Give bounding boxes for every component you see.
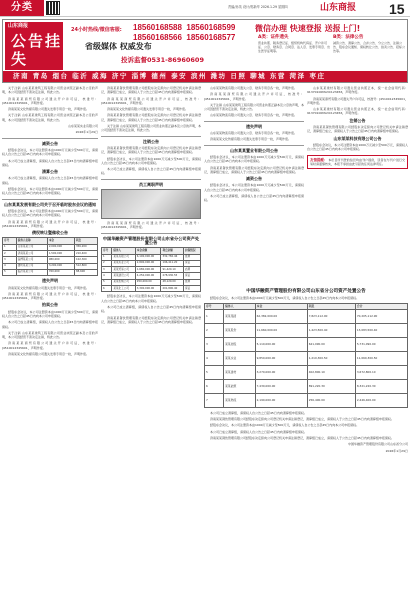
notice-text: 山东某某物流有限公司遗失公章、财务专用章各一枚，声明作废。 bbox=[210, 86, 298, 90]
service-b bbox=[333, 36, 405, 53]
notice-text: 济南某某餐饮管理有限公司经股东决定拟向公司登记机关申请注销登记，清算组已成立，请债权人于公告之日起45日内向清算组申报债权。 bbox=[210, 417, 394, 422]
table-row: 5 临沂某某公司 760,000 88,600 bbox=[3, 269, 98, 275]
notice-text: 本公司已成立清算组，请债权人自公告之日起45日内向清算组申报债权。 bbox=[2, 320, 98, 329]
notice-text: 济南某某商贸有限公司遗失开户许可证，核准号：J4510012345601，声明作废。 bbox=[2, 96, 98, 105]
notice-text: 本公司已成立清算组，请债权人自公告之日起45日内向清算组申报债权。 bbox=[2, 176, 98, 185]
table-row: 2 某某股份 11,660,000.00 1,423,500.40 13,083,500.40 bbox=[205, 323, 408, 337]
hotline-label: 24小时热线/微信客服: bbox=[71, 27, 122, 33]
asset-disposal-announcement bbox=[204, 288, 408, 598]
notice-text: 本公司已成立清算组，请债权人自公告之日起45日内向清算组申报债权。 bbox=[210, 410, 307, 415]
notice-text: 济南某某商贸有限公司遗失开户许可证，核准号：J4510012345601，声明作废。 bbox=[101, 221, 201, 230]
notice-title: 减资公告 bbox=[42, 140, 58, 146]
notice-text: 济南某某商贸有限公司遗失开户许可证，核准号：J4510012345601，声明作废。 bbox=[204, 92, 304, 101]
section-tag: 分类 bbox=[0, 0, 44, 16]
column-4 bbox=[307, 86, 408, 276]
table-row: 2 某某实业公司 2,800,000.00 196,411.20 保证 bbox=[102, 260, 201, 266]
notice-text: 济南某某商贸有限公司遗失开户许可证，核准号：J4510012345601，声明作废。 bbox=[2, 219, 98, 228]
table-row: 7 某某物流 2,190,000.00 256,400.00 2,446,400.00 bbox=[205, 393, 408, 407]
table-row: 1 山东某某公司 2,000,000 356,200 bbox=[3, 244, 98, 250]
notice-title: 遗失声明 bbox=[42, 278, 58, 284]
wechat-slogan: 微信办理 快速登报 送报上门! bbox=[255, 24, 361, 33]
notice-text: 济南某某餐饮管理有限公司经股东决定拟向公司登记机关申请注销登记，清算组已成立，请债权人于公告之日起45日内向清算组申报债权。 bbox=[204, 165, 304, 174]
id-photo bbox=[101, 189, 201, 219]
phone-number[interactable]: 18560168588 bbox=[133, 23, 182, 32]
table-row: 1 某某集团 62,382,000.00 7,823,112.90 70,205,112.90 bbox=[205, 309, 408, 323]
notice-text: 济南某某商贸有限公司遗失开户许可证，核准号：J4510012345601，声明作废。 bbox=[101, 96, 201, 105]
table-row: 4 潍坊某某公司 3,200,000 512,800 bbox=[3, 263, 98, 269]
phone-number[interactable]: 18560168599 bbox=[186, 23, 236, 32]
notice-title: 注销公告 bbox=[143, 138, 159, 144]
issue-meta: 责编/孙英 设计/郭新华 2026.1.29 星期四 bbox=[228, 5, 288, 9]
notice-text: 济南某某文化传媒有限公司遗失发票专用章一枚，声明作废。 bbox=[8, 352, 90, 357]
logo-main-text: 公告挂失 bbox=[11, 32, 63, 68]
notice-signature: 山东某某实业有限公司 bbox=[67, 124, 98, 129]
notice-title: 减资公告 bbox=[246, 176, 262, 182]
notice-text: 经股东会决议，本公司注册资本由1000万元减少至500万元，请债权人自公告之日起45日内向本公司申报债权。 bbox=[2, 309, 98, 318]
notice-text: 济南某某餐饮管理有限公司经股东决定拟向公司登记机关申请注销登记，清算组已成立，请债权人于公告之日起45日内向清算组申报债权。 bbox=[210, 436, 394, 441]
table-row: 2 济南某某公司 1,500,000 210,400 bbox=[3, 251, 98, 257]
asset-table-big: 序号 债务人 本金 利息 合计 1 某某集团 62,382,000.00 7,823,112.90 70,205,112.90 2 某某股份 11,660,000.00 1,423,500.40 13,083,500.40 3 某某控股 5,110,000.00 621,090.00 5,731,090.00 4 某某实业 9,850,000.00 1,210,300.50 11,060,300.50 5 某某建材 3,270,000.00 402,800.10 3,672,800.10 6 某某能源 7,430,000.00 891,220.30 8,321,220.30 7 某某物流 2,190,000.00 256,400.00 2,446,400.00 bbox=[204, 303, 408, 408]
service-b-text: 减资公告、清算公告、合并公告、分立公告、注销公告、股东会议通知、债权转让公告、拍卖公告、招标公告等。 bbox=[333, 41, 406, 53]
service-a bbox=[258, 36, 330, 53]
notice-text: 经股东会决议，本公司注册资本由1000万元减少至500万元，请债权人自公告之日起45日内向本公司申报债权。 bbox=[2, 147, 98, 157]
service-a-text: 营业执照、税务登记证、组织机构代码证、开户许可证、公章、财务章、合同章、法人章、发票专用章、出生医学证明等。 bbox=[258, 41, 331, 53]
notice-text: 经股东会决议，本公司注册资本由1000万元减少至500万元，请债权人自公告之日起45日内向本公司申报债权。 bbox=[2, 187, 98, 196]
notice-title: 员工离职声明 bbox=[139, 181, 163, 187]
announcement-title: 中国华融资产管理股份有限公司山东省分公司资产处置公告 bbox=[246, 289, 366, 294]
notice-text: 本公司已成立清算组，请债权人自公告之日起45日内向清算组申报债权。 bbox=[101, 304, 201, 314]
notice-text: 济南某某餐饮管理有限公司经股东决定拟向公司登记机关申请注销登记，清算组已成立，请债权人于公告之日起45日内向清算组申报债权。 bbox=[101, 145, 201, 155]
notice-text: 本公司已成立清算组，请债权人自公告之日起45日内向清算组申报债权。 bbox=[210, 429, 307, 434]
notice-text: 济南某某商贸有限公司遗失开户许可证，核准号：J4510012345601，声明作废。 bbox=[2, 341, 98, 350]
notice-text: 经股东会决议，本公司注册资本由1000万元减少至500万元，请债权人自公告之日起45日内向本公司申报债权。 bbox=[210, 296, 360, 301]
table-row: 6 某某能源 7,430,000.00 891,220.30 8,321,220.30 bbox=[205, 379, 408, 393]
table-row: 4 某某建设公司 4,250,000.00 278,930.55 保证 bbox=[102, 273, 201, 279]
notice-title: 山东某某科技有限公司公告 bbox=[333, 135, 382, 141]
media-slogan: 省级媒体 权威发布 bbox=[85, 42, 152, 51]
notice-text: 山东某某物流有限公司遗失公章、财务专用章各一枚，声明作废。 bbox=[210, 131, 298, 136]
table-row: 5 某某机械公司 950,000.00 48,120.00 抵押 bbox=[102, 279, 201, 285]
notice-text: 济南某某文化传媒有限公司遗失发票专用章一枚，声明作废。 bbox=[8, 285, 90, 290]
notice-title: 遗失声明 bbox=[246, 123, 262, 129]
notice-text: 山东某某建材有限公司遗失营业执照正本，统一社会信用代码：91370100MA3C123456，声明作废。 bbox=[307, 86, 408, 95]
service-a-title: A类：证件遗失 bbox=[258, 35, 289, 40]
notice-text: 经股东会决议，本公司注册资本由1000万元减少至500万元，请债权人自公告之日起45日内向本公司申报债权。 bbox=[2, 208, 98, 218]
notice-text: 关于注销 山东某某建筑工程有限公司营业执照正副本及公章的声明，本公司因经营不善决定注销，特此公告。 bbox=[204, 102, 304, 112]
notice-date: 2026年1月29日 bbox=[75, 130, 98, 135]
notice-text: 关于注销 山东某某建筑工程有限公司营业执照正副本及公章的声明，本公司因经营不善决定注销，特此公告。 bbox=[2, 86, 98, 95]
reminder-head: 友情提醒： bbox=[310, 157, 328, 162]
logo-top-text: 山东商报 bbox=[8, 23, 29, 29]
table-row: 3 某某贸易公司 1,680,000.00 91,420.10 质押 bbox=[102, 267, 201, 273]
notice-title: 山东某某置业有限公司公告 bbox=[230, 147, 278, 153]
notice-text: 经股东会决议，本公司注册资本由1000万元减少至500万元，请债权人自公告之日起45日内向本公司申报债权。 bbox=[210, 423, 360, 428]
notice-text: 本公司已成立清算组，请债权人自公告之日起45日内向清算组申报债权。 bbox=[204, 194, 304, 203]
qr-code-icon bbox=[46, 1, 60, 15]
announcement-signature: 中国华融资产管理股份有限公司山东省分公司 bbox=[347, 442, 408, 447]
table-row: 1 某某有限公司 6,100,000.00 332,782.46 抵押 bbox=[102, 254, 201, 260]
column-1 bbox=[2, 86, 98, 598]
asset-table-mid: 序号 债务人 本金余额 利息余额 担保情况 1 某某有限公司 6,100,000.00 332,782.46 抵押 2 某某实业公司 2,800,000.00 196,411.20 保证 3 某某贸易公司 1,680,000.00 91,420.10 质押 4 某某建设公司 4,250,000.00 278,930.55 保证 5 某某机械公司 950,000.00 48,120.00 抵押 6 某某化工公司 3,300,000.00 201,800.40 保证 bbox=[101, 247, 201, 292]
notice-text: 济南某某文化传媒有限公司遗失发票专用章一枚，声明作废。 bbox=[210, 137, 292, 142]
table-row: 3 某某控股 5,110,000.00 621,090.00 5,731,090.00 bbox=[205, 337, 408, 351]
notice-text: 济南某某餐饮管理有限公司经股东决定拟向公司登记机关申请注销登记，清算组已成立，请债权人于公告之日起45日内向清算组申报债权。 bbox=[101, 86, 201, 95]
notice-title: 债权转让暨催收公告 bbox=[32, 230, 68, 236]
newspaper-brand: 山东商报 bbox=[320, 3, 357, 13]
notice-logo bbox=[5, 22, 63, 70]
notice-text: 本公司已成立清算组，请债权人自公告之日起45日内向清算组申报债权。 bbox=[2, 158, 98, 167]
notice-text: 关于注销 山东某某建筑工程有限公司营业执照正副本及公章的声明，本公司因经营不善决定注销，特此公告。 bbox=[2, 330, 98, 340]
notice-text: 经股东会决议，本公司注册资本由1000万元减少至500万元，请债权人自公告之日起45日内向本公司申报债权。 bbox=[204, 183, 304, 192]
notice-text: 关于注销 山东某某建筑工程有限公司营业执照正副本及公章的声明，本公司因经营不善决定注销，特此公告。 bbox=[2, 113, 98, 122]
notice-text: 济南某某餐饮管理有限公司经股东决定拟向公司登记机关申请注销登记，清算组已成立，请债权人于公告之日起45日内向清算组申报债权。 bbox=[307, 125, 408, 134]
notice-text: 济南某某文化传媒有限公司遗失发票专用章一枚，声明作废。 bbox=[8, 107, 90, 112]
complaint-hotline: 投诉监督0531-86960609 bbox=[121, 56, 204, 64]
notice-title: 山东某某发展有限公司关于召开临时股东会议的通知 bbox=[4, 201, 96, 207]
service-b-title: B类：法律公告 bbox=[333, 35, 364, 40]
reminder-text: 本栏目所刊登的信息均由刊户提供，读者在与刊户进行交易时请谨慎核实，本报不承担由此引起的任何法律责任。 bbox=[310, 157, 405, 166]
notice-text: 济南某某文化传媒有限公司遗失发票专用章一枚，声明作废。 bbox=[107, 107, 189, 112]
announcement-date: 2026年1月29日 bbox=[385, 448, 408, 453]
table-row: 5 某某建材 3,270,000.00 402,800.10 3,672,800.10 bbox=[205, 365, 408, 379]
notice-title: 清算公告 bbox=[42, 169, 58, 175]
table-row: 6 某某化工公司 3,300,000.00 201,800.40 保证 bbox=[102, 286, 201, 292]
table-row: 4 某某实业 9,850,000.00 1,210,300.50 11,060,300.50 bbox=[205, 351, 408, 365]
notice-text: 经股东会决议，本公司注册资本由1000万元减少至500万元，请债权人自公告之日起45日内向本公司申报债权。 bbox=[101, 156, 201, 165]
page-header bbox=[0, 0, 410, 17]
notice-text: 济南某某商贸有限公司遗失开户许可证，核准号：J4510012345601，声明作废。 bbox=[307, 96, 408, 105]
notice-title: 中国华融资产管理股份有限公司山东省分公司资产处置公告 bbox=[102, 235, 200, 245]
notice-title: 拍卖公告 bbox=[42, 302, 58, 308]
notice-text: 山东某某物流有限公司遗失公章、财务专用章各一枚，声明作废。 bbox=[210, 113, 298, 118]
phone-number[interactable]: 18560168566 bbox=[133, 33, 182, 42]
classified-banner bbox=[2, 19, 408, 83]
reminder-box bbox=[307, 155, 408, 170]
notice-text: 经股东会决议，本公司注册资本由1000万元减少至500万元，请债权人自公告之日起45日内向本公司申报债权。 bbox=[101, 294, 201, 303]
notice-text: 济南某某商贸有限公司遗失开户许可证，核准号：J4510012345601，声明作废。 bbox=[2, 291, 98, 301]
column-2 bbox=[101, 86, 201, 598]
notice-text: 山东某某建材有限公司遗失营业执照正本，统一社会信用代码：91370100MA3C123456，声明作废。 bbox=[307, 107, 408, 116]
city-strip: 济南 青岛 烟台 临沂 威海 济宁 淄博 德州 泰安 滨州 潍坊 日照 聊城 东营 菏泽 枣庄 bbox=[3, 71, 407, 82]
notice-text: 关于注销 山东某某建筑工程有限公司营业执照正副本及公章的声明，本公司因经营不善决定注销，特此公告。 bbox=[101, 124, 201, 133]
notice-text: 本公司已成立清算组，请债权人自公告之日起45日内向清算组申报债权。 bbox=[101, 167, 201, 176]
notice-text: 济南某某餐饮管理有限公司经股东决定拟向公司登记机关申请注销登记，清算组已成立，请债权人于公告之日起45日内向清算组申报债权。 bbox=[101, 113, 201, 122]
page-number: 15 bbox=[389, 1, 405, 17]
table-row: 3 淄博某某公司 980,000 102,300 bbox=[3, 257, 98, 263]
notice-text: 经股东会决议，本公司注册资本由1000万元减少至500万元，请债权人自公告之日起45日内向本公司申报债权。 bbox=[204, 154, 304, 164]
notice-text: 济南某某餐饮管理有限公司经股东决定拟向公司登记机关申请注销登记，清算组已成立，请债权人于公告之日起45日内向清算组申报债权。 bbox=[101, 315, 201, 324]
phone-number[interactable]: 18560168577 bbox=[186, 33, 236, 42]
notice-text: 经股东会决议，本公司注册资本由1000万元减少至500万元，请债权人自公告之日起45日内向本公司申报债权。 bbox=[307, 142, 408, 152]
debt-table-small: 序号 债务人名称 本金 利息 1 山东某某公司 2,000,000 356,200 2 济南某某公司 1,500,000 210,400 3 淄博某某公司 980,000 102,300 4 潍坊某某公司 3,200,000 512,800 5 临沂某某公司 760,000 88,600 bbox=[2, 237, 98, 276]
hotline-numbers bbox=[133, 23, 235, 43]
notice-title: 注销公告 bbox=[349, 117, 366, 123]
